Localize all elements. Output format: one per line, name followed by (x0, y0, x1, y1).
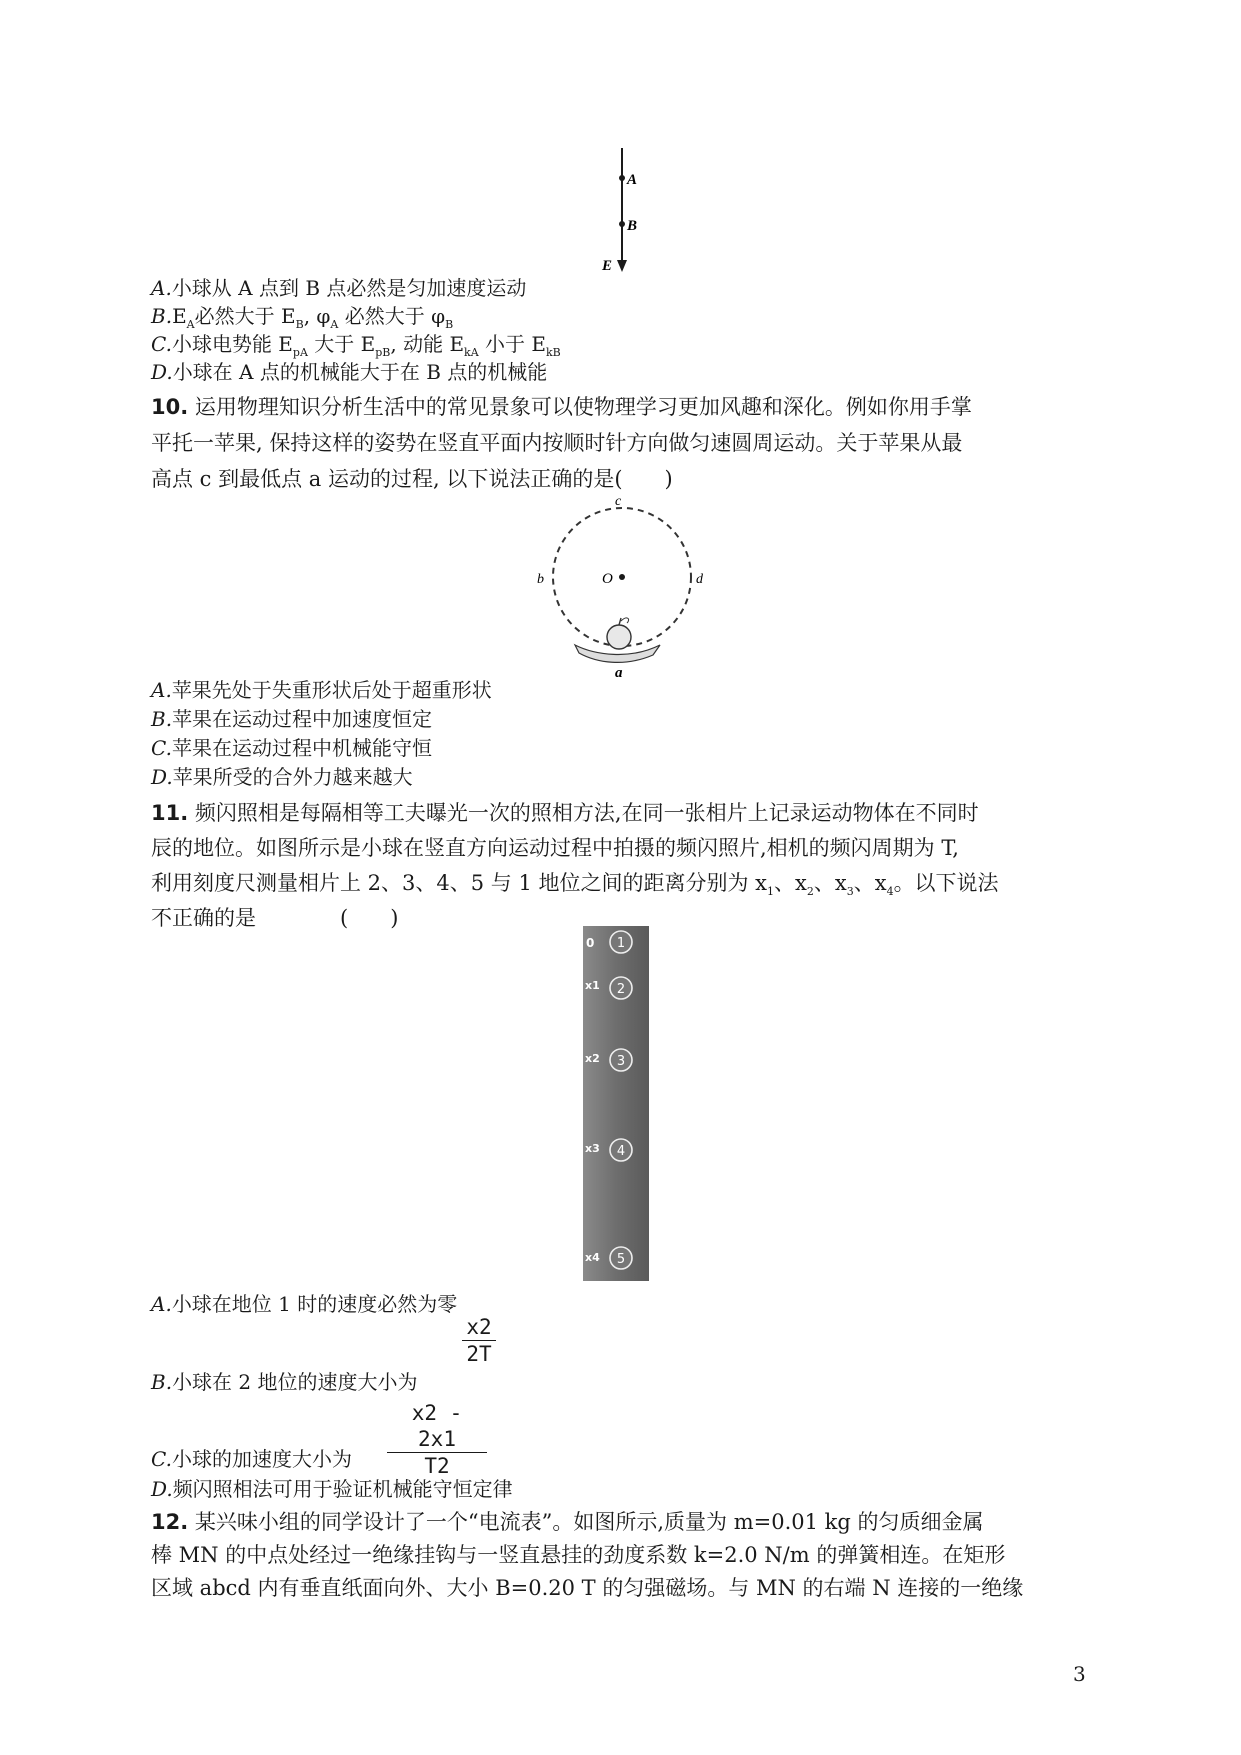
label-b: B (627, 218, 638, 234)
q12-stem-line-1: 12. 某兴味小组的同学设计了一个“电流表”。如图所示,质量为 m=0.01 kg 的匀质细金属 (151, 1510, 984, 1534)
q12-stem-line-2: 棒 MN 的中点处经过一绝缘挂钩与一竖直悬挂的劲度系数 k=2.0 N/m 的弹簧相连。在矩形 (151, 1543, 1006, 1567)
q10-option-d: D.苹果所受的合外力越来越大 (151, 765, 413, 789)
label-a: A (627, 172, 638, 188)
q11-option-a: A.小球在地位 1 时的速度必然为零 (151, 1292, 458, 1316)
page-number: 3 (1073, 1662, 1086, 1686)
q10-stem-line-1: 10. 运用物理知识分析生活中的常见景象可以使物理学习更加风趣和深化。例如你用手掌 (151, 395, 972, 419)
q11-option-c: C.小球的加速度大小为 (151, 1447, 352, 1471)
ball-4 (610, 1139, 632, 1161)
ball-3 (610, 1049, 632, 1071)
q11-stem-line-3: 利用刻度尺测量相片上 2、3、4、5 与 1 地位之间的距离分别为 $x_1$、$x_2$、$x_3$、$x_4$。以下说法 (151, 871, 999, 899)
label-x4: x4 (585, 1251, 600, 1264)
q9-option-c: C.小球电势能 $E_{pA}$ 大于 $E_{pB}$, 动能 $E_{kA}$ 小于 $E_{kB}$ (151, 332, 561, 359)
label-b: b (537, 572, 544, 587)
q10-stem-line-2: 平托一苹果, 保持这样的姿势在竖直平面内按顺时针方向做匀速圆周运动。关于苹果从最 (151, 431, 963, 455)
ball-1 (610, 931, 632, 953)
svg-text:3: 3 (616, 1054, 626, 1069)
q11-option-c-fraction: x2 - 2x1 T2 (387, 1400, 487, 1479)
label-zero: 0 (586, 936, 595, 950)
q12-stem-line-3: 区域 abcd 内有垂直纸面向外、大小 B=0.20 T 的匀强磁场。与 MN 的右端 N 连接的一绝缘 (151, 1576, 1024, 1600)
label-c: c (615, 495, 622, 509)
strobe-photo-figure (583, 926, 649, 1281)
label-d: d (696, 572, 703, 587)
svg-text:2: 2 (616, 982, 626, 997)
label-e: E (602, 258, 613, 274)
q11-option-d: D.频闪照相法可用于验证机械能守恒定律 (151, 1477, 513, 1501)
label-o: O (602, 571, 613, 587)
q11-option-b: B.小球在 2 地位的速度大小为 (151, 1370, 418, 1394)
field-line-figure (600, 148, 660, 278)
q10-option-a: A.苹果先处于失重形状后处于超重形状 (151, 678, 492, 702)
label-x3: x3 (585, 1142, 600, 1155)
label-x2: x2 (585, 1052, 600, 1065)
q10-stem-line-3: 高点 c 到最低点 a 运动的过程, 以下说法正确的是( ) (151, 467, 673, 491)
q9-option-d: D.小球在 A 点的机械能大于在 B 点的机械能 (151, 360, 548, 384)
q11-stem-line-4: 不正确的是 ( ) (151, 906, 399, 930)
ball-5 (610, 1247, 632, 1269)
label-a: a (615, 665, 623, 680)
ball-2 (610, 977, 632, 999)
q11-stem-line-1: 11. 频闪照相是每隔相等工夫曝光一次的照相方法,在同一张相片上记录运动物体在不同时 (151, 801, 979, 825)
q11-option-b-fraction: x2 2T (462, 1314, 496, 1367)
q9-option-a: A.小球从 A 点到 B 点必然是匀加速度运动 (151, 276, 527, 300)
q9-option-b: $B.E_A$必然大于 $E_B$, $\varphi_A$ 必然大于 $\varphi_B$ (151, 304, 454, 331)
label-x1: x1 (585, 979, 600, 992)
svg-text:1: 1 (616, 936, 626, 951)
svg-text:5: 5 (616, 1252, 626, 1267)
q10-option-c: C.苹果在运动过程中机械能守恒 (151, 736, 432, 760)
svg-text:4: 4 (616, 1144, 626, 1159)
circular-motion-figure (535, 495, 715, 680)
q10-option-b: B.苹果在运动过程中加速度恒定 (151, 707, 433, 731)
q11-stem-line-2: 辰的地位。如图所示是小球在竖直方向运动过程中拍摄的频闪照片,相机的频闪周期为 T, (151, 836, 959, 860)
